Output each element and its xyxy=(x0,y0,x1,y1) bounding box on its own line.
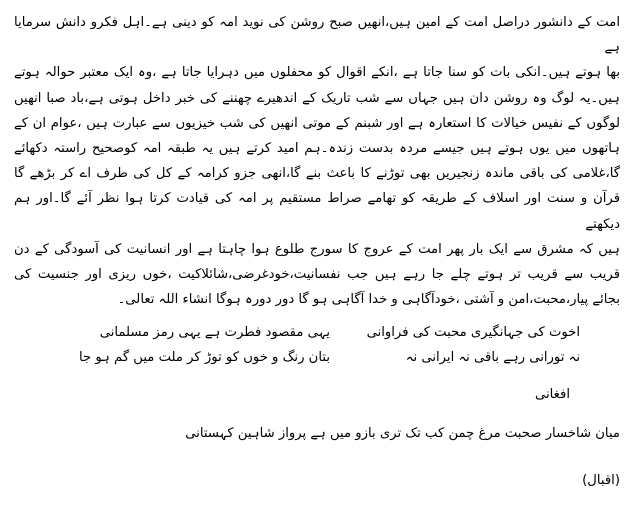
couplet-hemistich-first: بتان رنگ و خوں کو توڑ کر ملت میں گم ہو جا xyxy=(78,350,330,366)
body-line: ہاتھوں میں یوں ہوتے ہیں جیسے مردہ بدست زندہ۔ہم امید کرتے ہیں یہ طبقہ امہ کوصحیح راستہ دکھائے xyxy=(14,141,620,157)
couplet-row xyxy=(14,345,620,370)
body-line: امت کے دانشور دراصل امت کے امین ہیں،انھیں صبح روشن کی نوید امہ کو دینی ہے۔اہل فکرو دانش سرمایا ہے xyxy=(14,15,620,56)
body-paragraph xyxy=(14,10,620,312)
body-line: ہیں۔یہ لوگ وہ روشن دان ہیں جہاں سے شب تاریک کے اندھیرے چھننے کی خبر داخل ہوتی ہے،باد صبا انھیں xyxy=(14,90,620,106)
single-verse-line: میان شاخسار صحبت مرغ چمن کب تک تری بازو میں ہے پرواز شاہین کہستانی xyxy=(185,426,620,442)
couplet-row xyxy=(14,320,620,345)
body-line: ہیں کہ مشرق سے ایک بار پھر امت کے عروج کا سورج طلوع ہوا چاہتا ہے اور انسانیت کی آسودگی کے دن xyxy=(14,241,620,257)
couplet-hemistich-second: اخوت کی جہانگیری محبت کی فراوانی xyxy=(366,325,580,341)
body-line: بھا ہوتے ہیں۔انکی بات کو سنا جاتا ہے ،انکے اقوال کو محفلوں میں دہرایا جاتا ہے ،وہ ایک معتبر حوالہ ہوتے xyxy=(14,65,620,81)
couplet-hemistich-first: یہی مقصود فطرت ہے یہی رمز مسلمانی xyxy=(99,325,330,341)
poet-credit: (اقبال) xyxy=(582,473,620,489)
attribution-line: افغانی xyxy=(534,387,570,403)
couplet-hemistich-second: نہ تورانی رہے باقی نہ ایرانی نہ xyxy=(405,350,580,366)
body-line: بجائے پیار،محبت،امن و آشتی ،خودآگاہی و خدا آگاہی ہو گا دور دورہ ہوگا انشاء اللہ تعالی۔ xyxy=(117,292,620,308)
couplet-block xyxy=(14,320,620,370)
body-line: قرآن و سنت اور اسلاف کے طریقہ کو تھامے صراط مستقیم پر امہ کی قیادت کرتا ہوا نظر آئے گا۔اور ہم دیکھتے xyxy=(14,191,620,232)
body-line: قریب سے قریب تر ہوتے چلے جا رہے ہیں جب نفسانیت،خودغرضی،شائلاکیت ،خوں ریزی اور جنسیت کی xyxy=(14,267,620,283)
body-line: لوگوں کے نفیس خیالات کا استعارہ ہے اور شبنم کے موتی انھیں کی شب خیزیوں سے عبارت ہیں ،عوام ان کے xyxy=(14,115,620,131)
body-line: گا،غلامی کی باقی ماندہ زنجیریں بھی توڑنے کا باعث بنے گا،انھی جزو کرامہ کے کل کی طرف اے کر بڑھے گا xyxy=(14,166,620,182)
